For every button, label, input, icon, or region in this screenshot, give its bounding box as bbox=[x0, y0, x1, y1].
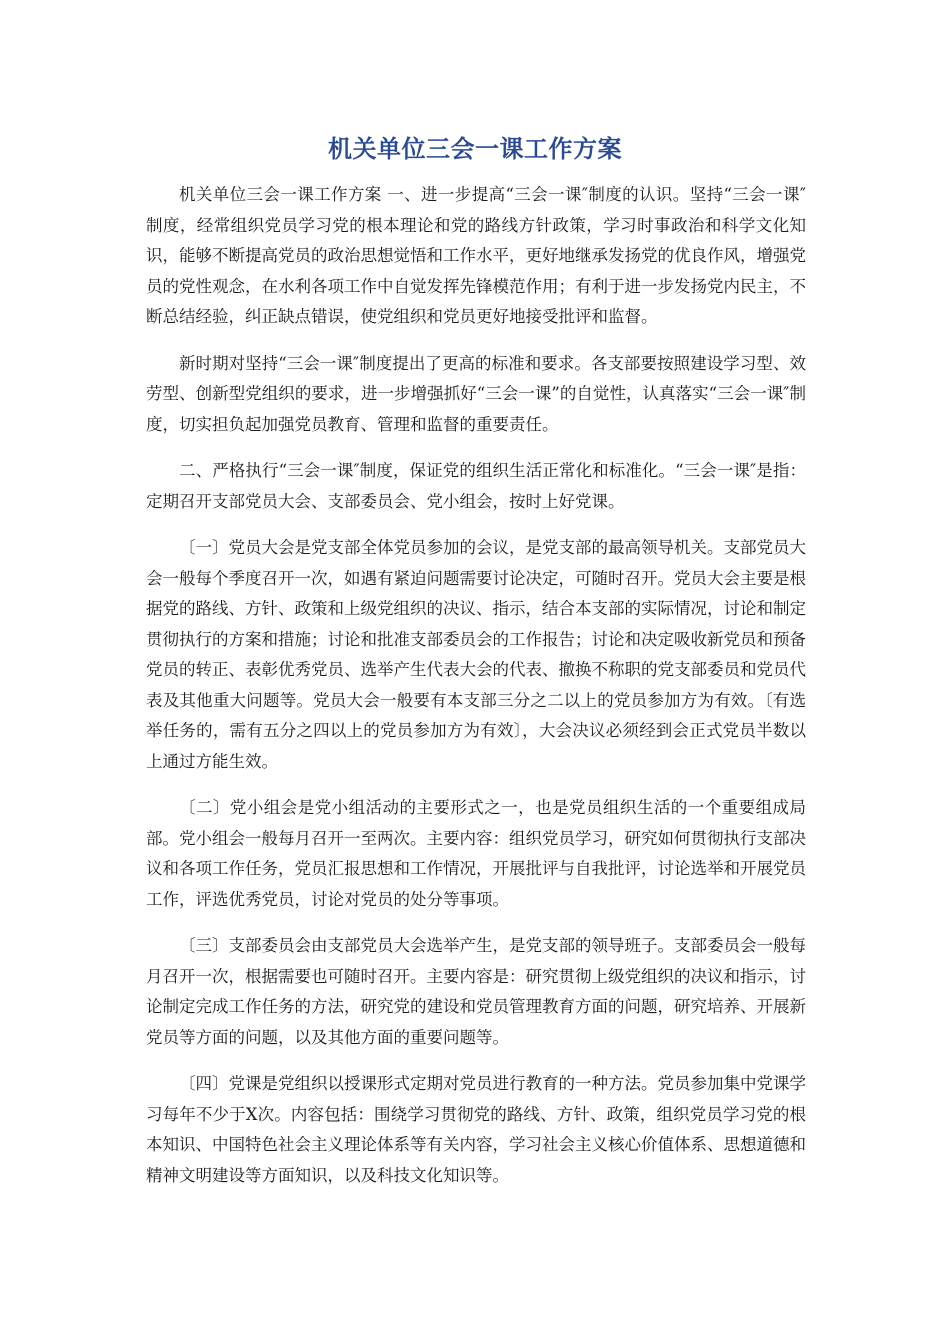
paragraph-branch-committee: 〔三〕支部委员会由支部党员大会选举产生，是党支部的领导班子。支部委员会一般每月召开一次，根据需要也可随时召开。主要内容是：研究贯彻上级党组织的决议和指示，讨论制定完成工作任务的方法，研究党的建设和党员管理教育方面的问题，研究培养、开展新党员等方面的问题，以及其他方面的重要问题等。 bbox=[146, 936, 806, 1047]
paragraph-section-two: 二、严格执行“三会一课″制度，保证党的组织生活正常化和标准化。“三会一课″是指：定期召开支部党员大会、支部委员会、党小组会，按时上好党课。 bbox=[146, 461, 806, 511]
document-title: 机关单位三会一课工作方案 bbox=[328, 135, 622, 163]
paragraph-party-lecture: 〔四〕党课是党组织以授课形式定期对党员进行教育的一种方法。党员参加集中党课学习每年不少于X次。内容包括：围绕学习贯彻党的路线、方针、政策，组织党员学习党的根本知识、中国特色社会主义理论体系等有关内容，学习社会主义核心价值体系、思想道德和精神文明建设等方面知识，以及科技文化知识等。 bbox=[146, 1074, 806, 1185]
paragraph-new-era-requirements: 新时期对坚持“三会一课″制度提出了更高的标准和要求。各支部要按照建设学习型、效劳型、创新型党组织的要求，进一步增强抓好“三会一课”的自觉性，认真落实“三会一课″制度，切实担负起加强党员教育、管理和监督的重要责任。 bbox=[146, 353, 806, 434]
paragraph-intro: 机关单位三会一课工作方案 一、进一步提高“三会一课″制度的认识。坚持“三会一课″制度，经常组织党员学习党的根本理论和党的路线方针政策，学习时事政治和科学文化知识，能够不断提高党员的政治思想觉悟和工作水平，更好地继承发扬党的优良作风，增强党员的党性观念，在水利各项工作中自觉发挥先锋模范作用；有利于进一步发扬党内民主，不断总结经验，纠正缺点错误，使党组织和党员更好地接受批评和监督。 bbox=[146, 185, 806, 326]
paragraph-party-group-meeting: 〔二〕党小组会是党小组活动的主要形式之一，也是党员组织生活的一个重要组成局部。党小组会一般每月召开一至两次。主要内容：组织党员学习，研究如何贯彻执行支部决议和各项工作任务，党员汇报思想和工作情况，开展批评与自我批评，讨论选举和开展党员工作，评选优秀党员，讨论对党员的处分等事项。 bbox=[146, 798, 806, 909]
document-body bbox=[146, 180, 806, 1207]
paragraph-party-member-meeting: 〔一〕党员大会是党支部全体党员参加的会议，是党支部的最高领导机关。支部党员大会一般每个季度召开一次，如遇有紧迫问题需要讨论决定，可随时召开。党员大会主要是根据党的路线、方针、政策和上级党组织的决议、指示，结合本支部的实际情况，讨论和制定贯彻执行的方案和措施；讨论和批准支部委员会的工作报告；讨论和决定吸收新党员和预备党员的转正、表彰优秀党员、选举产生代表大会的代表、撤换不称职的党支部委员和党员代表及其他重大问题等。党员大会一般要有本支部三分之二以上的党员参加方为有效。〔有选举任务的，需有五分之四以上的党员参加方为有效〕，大会决议必须经到会正式党员半数以上通过方能生效。 bbox=[146, 538, 806, 771]
